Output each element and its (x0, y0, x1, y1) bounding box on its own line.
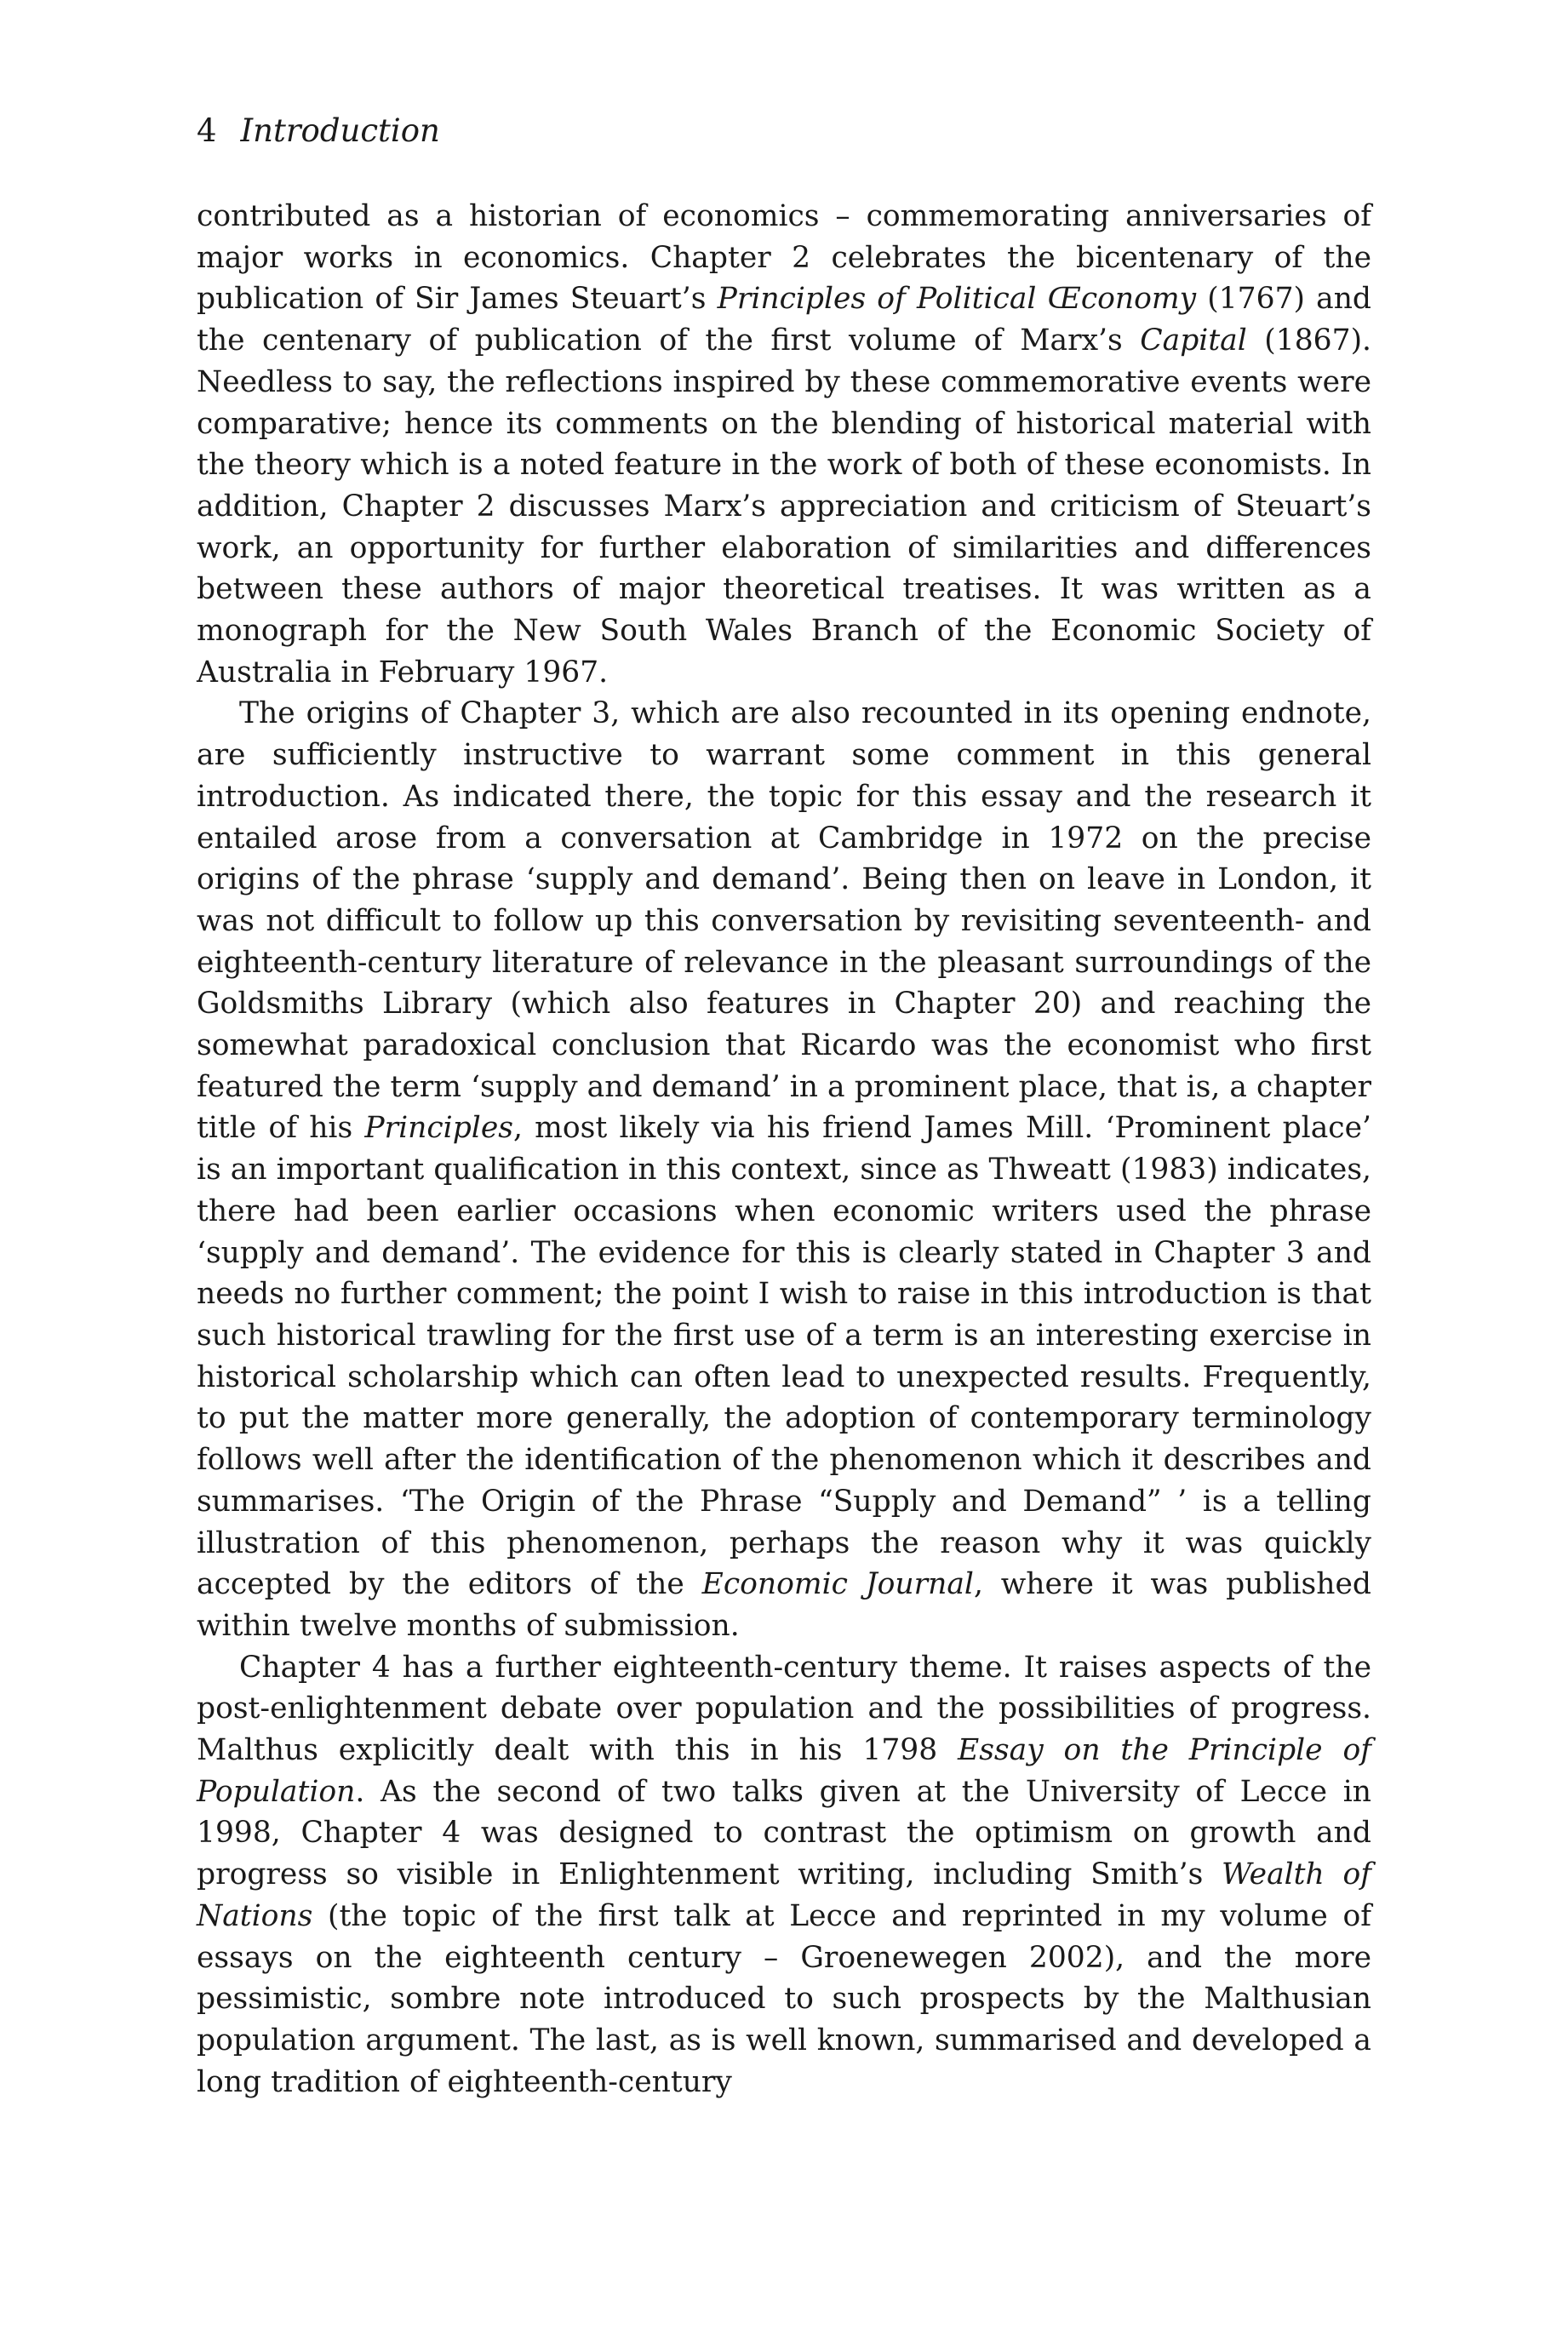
text-run: Chapter 4 has a further eighteenth-century theme. It raises aspects of the post-enlightenment debate over population and the possibilities of progress. Malthus explicitly dealt with this in his 1798 (197, 1650, 1371, 1768)
text-run: contributed as a historian of economics – commemorating anniversaries of major works in economics. Chapter 2 celebrates the bicentenary of the publication of Sir James Steuart’s (197, 199, 1371, 317)
book-title-capital: Capital (1140, 323, 1247, 358)
paragraph-1 (197, 196, 1371, 693)
book-title-malthus-essay: Essay on the Principle of Population (197, 1733, 1371, 1809)
text-run: (1767) and the centenary of publication of the first volume of Marx’s (197, 282, 1371, 358)
text-run: , most likely via his friend James Mill. ‘Prominent place’ is an important qualification in this context, since as Thweatt (1983) indicates, there had been earlier occasions when economic writers used the phrase ‘supply and demand’. The evidence for this is clearly stated in Chapter 3 and needs no further comment; the point I wish to raise in this introduction is that such historical trawling for the first use of a term is an interesting exercise in historical scholarship which can often lead to unexpected results. Frequently, to put the matter more generally, the adoption of contemporary terminology follows well after the identification of the phenomenon which it describes and summarises. ‘The Origin of the Phrase “Supply and Demand” ’ is a telling illustration of this phenomenon, perhaps the reason why it was quickly accepted by the editors of the (197, 1111, 1371, 1602)
text-run: . As the second of two talks given at the University of Lecce in 1998, Chapter 4 was designed to contrast the optimism on growth and progress so visible in Enlightenment writing, including Smith’s (197, 1774, 1371, 1892)
book-title-ricardo-principles: Principles (364, 1111, 513, 1146)
running-head (197, 111, 1371, 152)
journal-title-economic-journal: Economic Journal (701, 1567, 974, 1602)
text-run: , where it was published within twelve months of submission. (197, 1567, 1371, 1643)
body-text (197, 196, 1371, 2103)
book-title-wealth-of-nations: Wealth of Nations (197, 1857, 1371, 1933)
text-run: (the topic of the first talk at Lecce and reprinted in my volume of essays on the eighteenth century – Groenewegen 2002), and the more pessimistic, sombre note introduced to such prospects by the Malthusian population argument. The last, as is well known, summarised and developed a long tradition of eighteenth-century (197, 1898, 1371, 2099)
page-number: 4 (197, 112, 217, 149)
paragraph-3 (197, 1647, 1371, 2103)
text-run: (1867). Needless to say, the reflections inspired by these commemorative events were comparative; hence its comments on the blending of historical material with the theory which is a noted feature in the work of both of these economists. In addition, Chapter 2 discusses Marx’s appreciation and criticism of Steuart’s work, an opportunity for further elaboration of similarities and differences between these authors of major theoretical treatises. It was written as a monograph for the New South Wales Branch of the Economic Society of Australia in February 1967. (197, 323, 1371, 690)
book-page (197, 111, 1371, 2103)
text-run: The origins of Chapter 3, which are also recounted in its opening endnote, are sufficiently instructive to warrant some comment in this general introduction. As indicated there, the topic for this essay and the research it entailed arose from a conversation at Cambridge in 1972 on the precise origins of the phrase ‘supply and demand’. Being then on leave in London, it was not difficult to follow up this conversation by revisiting seventeenth- and eighteenth-century literature of relevance in the pleasant surroundings of the Goldsmiths Library (which also features in Chapter 20) and reaching the somewhat paradoxical conclusion that Ricardo was the economist who first featured the term ‘supply and demand’ in a prominent place, that is, a chapter title of his (197, 696, 1371, 1146)
book-title-steuart-principles: Principles of Political Œconomy (717, 282, 1197, 317)
section-title: Introduction (240, 112, 440, 149)
paragraph-2 (197, 693, 1371, 1646)
